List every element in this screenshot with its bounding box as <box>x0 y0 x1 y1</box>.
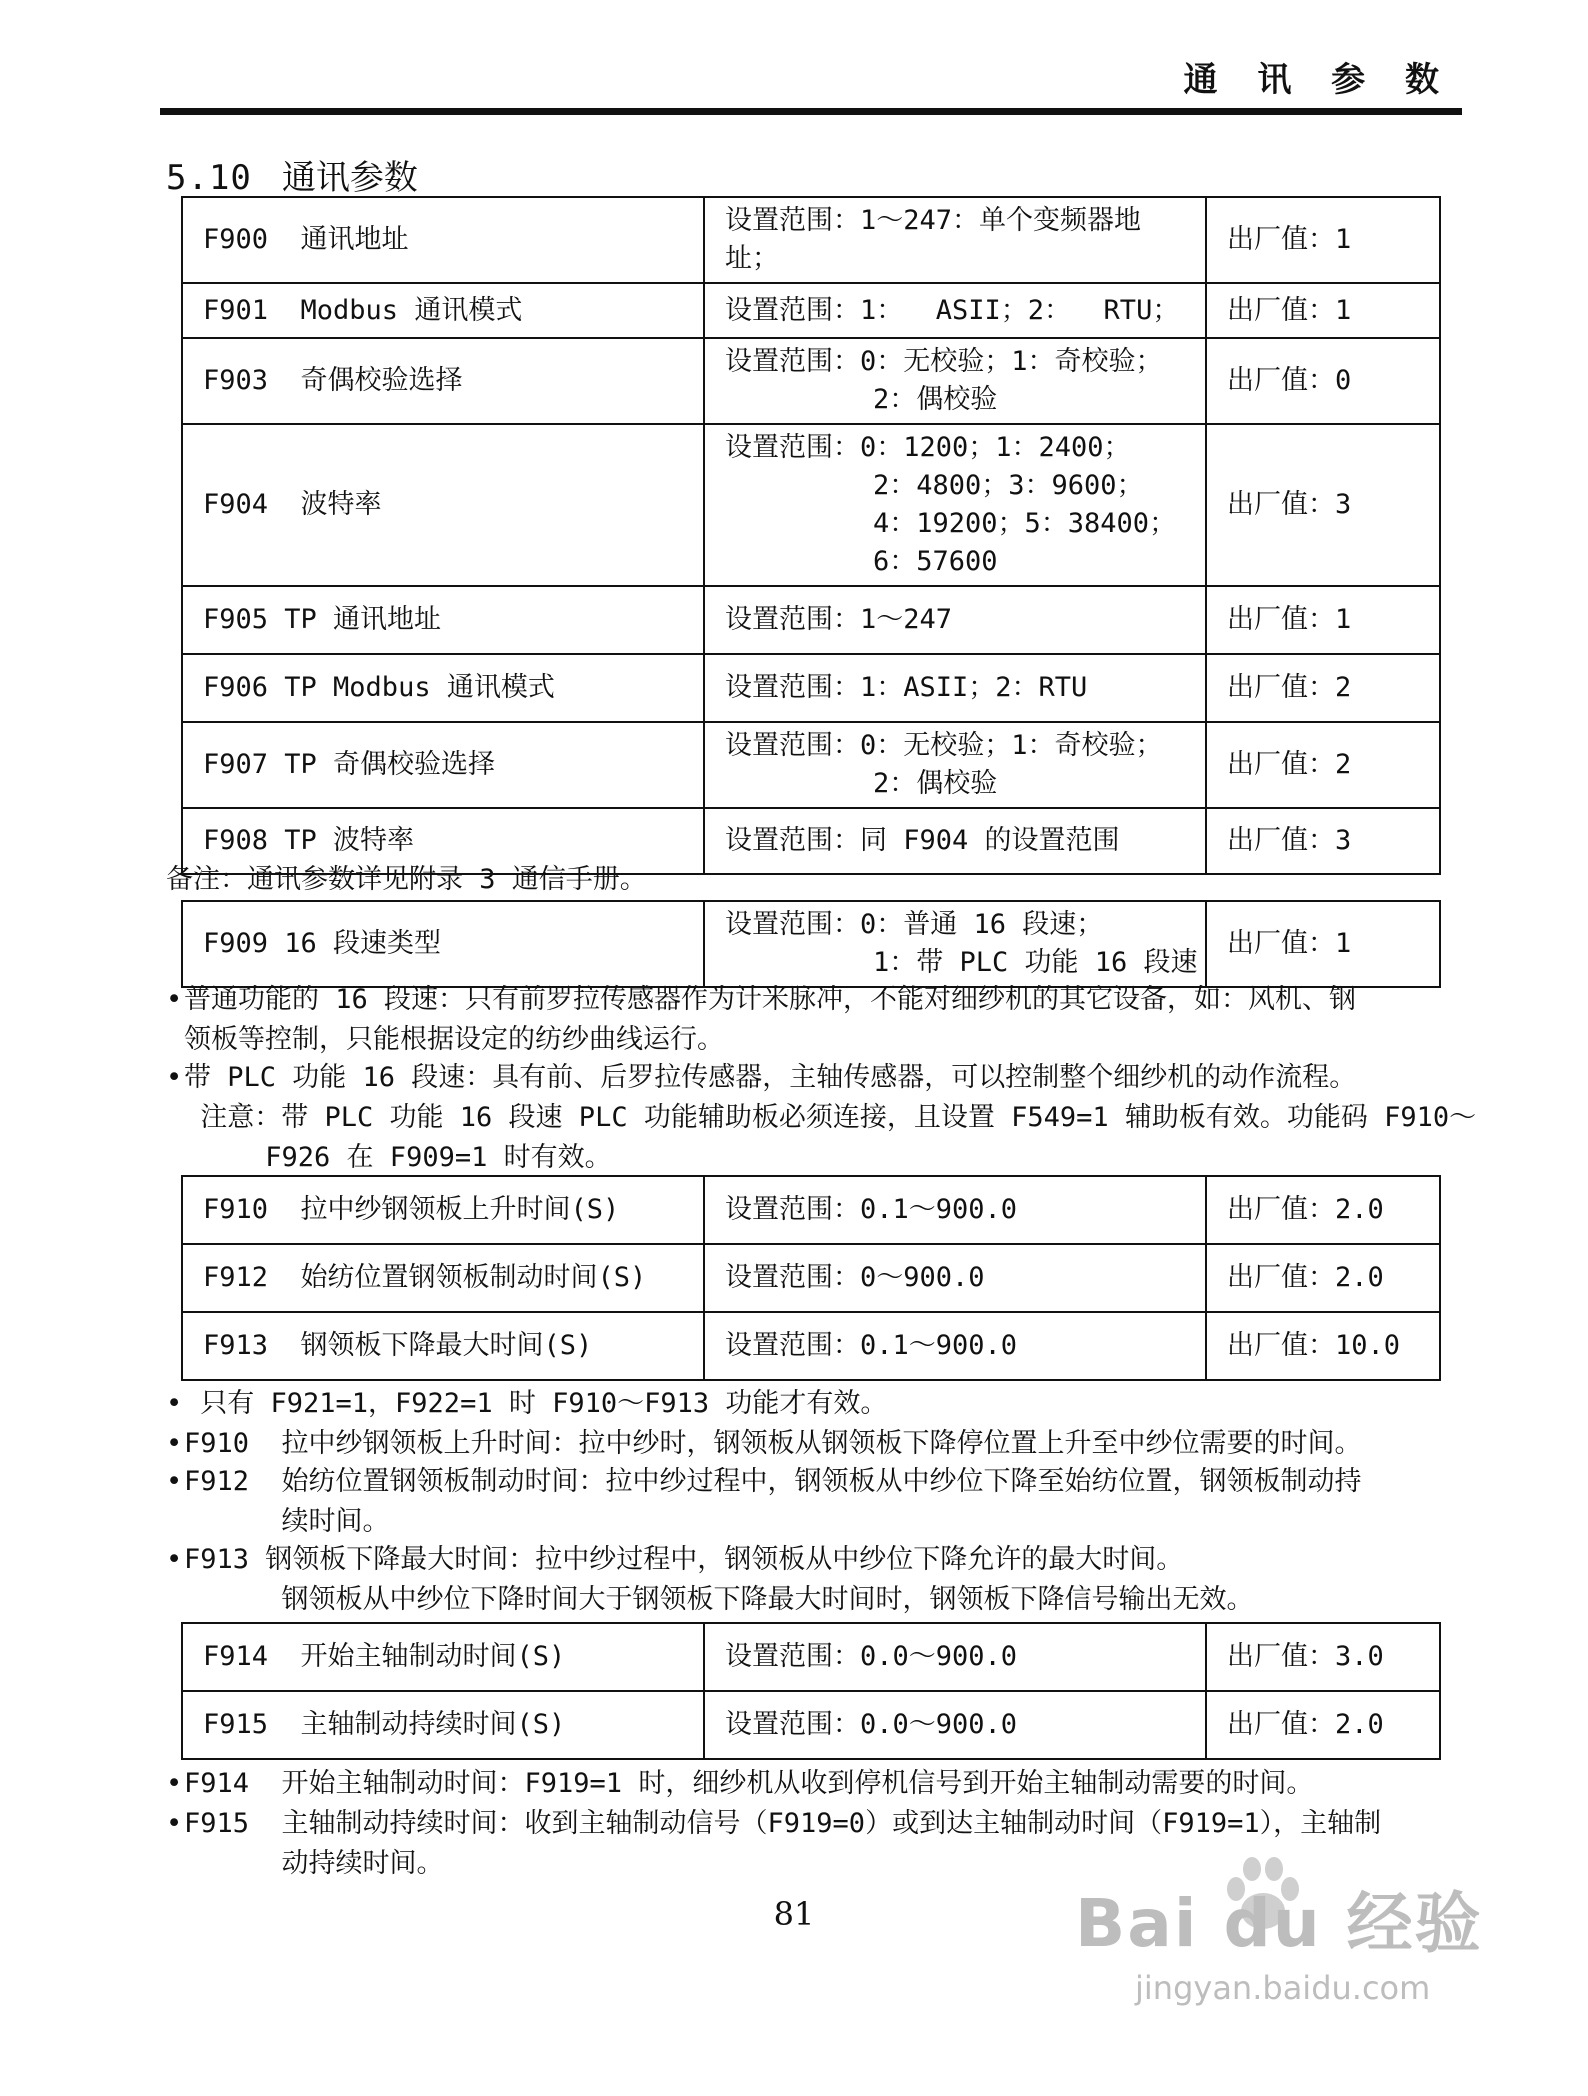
table-row <box>182 586 1440 654</box>
param-range: 设置范围：0.1～900.0 <box>704 1176 1206 1244</box>
bullet-item: •F913 钢领板下降最大时间：拉中纱过程中，钢领板从中纱位下降允许的最大时间。 钢领板从中纱位下降时间大于钢领板下降最大时间时，钢领板下降信号输出无效。 <box>166 1544 1254 1615</box>
param-range: 设置范围：1：ASII；2：RTU <box>704 654 1206 722</box>
bullet-item: •F910 拉中纱钢领板上升时间：拉中纱时，钢领板从钢领板下降停位置上升至中纱位需要的时间。 <box>166 1428 1362 1459</box>
param-default: 出厂值：10.0 <box>1206 1312 1440 1380</box>
bullet-item: •F914 开始主轴制动时间：F919=1 时，细纱机从收到停机信号到开始主轴制动需要的时间。 <box>166 1768 1314 1799</box>
param-default: 出厂值：1 <box>1206 586 1440 654</box>
bullet-item: • 只有 F921=1，F922=1 时 F910～F913 功能才有效。 <box>166 1388 888 1419</box>
table-row <box>182 1312 1440 1380</box>
param-range: 设置范围：0：无校验；1：奇校验； 2：偶校验 <box>704 338 1206 424</box>
table-row <box>182 1176 1440 1244</box>
param-name: F903 奇偶校验选择 <box>182 338 704 424</box>
param-range: 设置范围：0：普通 16 段速； 1：带 PLC 功能 16 段速 <box>704 901 1206 987</box>
param-name: F910 拉中纱钢领板上升时间(S) <box>182 1176 704 1244</box>
bullet-item: •F912 始纺位置钢领板制动时间：拉中纱过程中，钢领板从中纱位下降至始纺位置，钢领板制动持 续时间。 <box>166 1466 1362 1537</box>
table-row <box>182 424 1440 586</box>
section-number: 5.10 <box>166 158 252 198</box>
param-default: 出厂值：1 <box>1206 283 1440 338</box>
param-name: F907 TP 奇偶校验选择 <box>182 722 704 808</box>
table-row <box>182 1623 1440 1691</box>
watermark-url: jingyan.baidu.com <box>1135 1969 1431 2007</box>
table-row <box>182 283 1440 338</box>
param-name: F901 Modbus 通讯模式 <box>182 283 704 338</box>
param-range: 设置范围：0.0～900.0 <box>704 1623 1206 1691</box>
param-name: F913 钢领板下降最大时间(S) <box>182 1312 704 1380</box>
param-range: 设置范围：0：1200；1：2400； 2：4800；3：9600； 4：19200；5：38400； 6：57600 <box>704 424 1206 586</box>
note-text: 备注：通讯参数详见附录 3 通信手册。 <box>166 864 647 895</box>
param-range: 设置范围：1～247 <box>704 586 1206 654</box>
param-default: 出厂值：2 <box>1206 722 1440 808</box>
param-name: F906 TP Modbus 通讯模式 <box>182 654 704 722</box>
param-default: 出厂值：0 <box>1206 338 1440 424</box>
param-range: 设置范围：0.0～900.0 <box>704 1691 1206 1759</box>
param-default: 出厂值：3 <box>1206 424 1440 586</box>
header-rule <box>160 108 1462 115</box>
table-row <box>182 722 1440 808</box>
param-default: 出厂值：2.0 <box>1206 1176 1440 1244</box>
param-table-ring-rail <box>181 1175 1441 1381</box>
param-default: 出厂值：2 <box>1206 654 1440 722</box>
param-default: 出厂值：2.0 <box>1206 1691 1440 1759</box>
param-default: 出厂值：1 <box>1206 901 1440 987</box>
param-name: F915 主轴制动持续时间(S) <box>182 1691 704 1759</box>
param-default: 出厂值：3.0 <box>1206 1623 1440 1691</box>
param-default: 出厂值：2.0 <box>1206 1244 1440 1312</box>
param-table-communication <box>181 196 1441 875</box>
param-default: 出厂值：3 <box>1206 808 1440 874</box>
table-row <box>182 1691 1440 1759</box>
bullet-item: •普通功能的 16 段速：只有前罗拉传感器作为计米脉冲，不能对细纱机的其它设备，如：风机、钢 领板等控制，只能根据设定的纺纱曲线运行。 <box>166 984 1357 1055</box>
param-range: 设置范围：0.1～900.0 <box>704 1312 1206 1380</box>
param-name: F904 波特率 <box>182 424 704 586</box>
table-row <box>182 1244 1440 1312</box>
table-row <box>182 197 1440 283</box>
param-table-spindle-brake <box>181 1622 1441 1760</box>
param-range: 设置范围：1： ASII；2： RTU； <box>704 283 1206 338</box>
param-name: F908 TP 波特率 <box>182 808 704 874</box>
param-table-speed-type <box>181 900 1441 988</box>
table-row <box>182 901 1440 987</box>
page-number: 81 <box>773 1895 815 1933</box>
watermark-brand: Bai du 经验 <box>1075 1885 1483 1962</box>
param-default: 出厂值：1 <box>1206 197 1440 283</box>
page-header-title: 通 讯 参 数 <box>1183 60 1453 100</box>
param-range: 设置范围：0～900.0 <box>704 1244 1206 1312</box>
param-name: F909 16 段速类型 <box>182 901 704 987</box>
table-row <box>182 654 1440 722</box>
watermark <box>1075 1870 1483 2007</box>
param-name: F912 始纺位置钢领板制动时间(S) <box>182 1244 704 1312</box>
bullet-item: •带 PLC 功能 16 段速：具有前、后罗拉传感器，主轴传感器，可以控制整个细纱机的动作流程。 注意：带 PLC 功能 16 段速 PLC 功能辅助板必须连接，且设置 F549=1 辅助板有效。功能码 F910～ F926 在 F909=1 时有效。 <box>166 1062 1477 1173</box>
table-row <box>182 338 1440 424</box>
param-name: F914 开始主轴制动时间(S) <box>182 1623 704 1691</box>
param-range: 设置范围：同 F904 的设置范围 <box>704 808 1206 874</box>
param-name: F900 通讯地址 <box>182 197 704 283</box>
section-name: 通讯参数 <box>281 158 418 198</box>
param-range: 设置范围：0：无校验；1：奇校验； 2：偶校验 <box>704 722 1206 808</box>
section-title <box>166 150 418 199</box>
bullet-item: •F915 主轴制动持续时间：收到主轴制动信号（F919=0）或到达主轴制动时间（F919=1），主轴制 动持续时间。 <box>166 1808 1382 1879</box>
param-range: 设置范围：1～247：单个变频器地 址； <box>704 197 1206 283</box>
param-name: F905 TP 通讯地址 <box>182 586 704 654</box>
